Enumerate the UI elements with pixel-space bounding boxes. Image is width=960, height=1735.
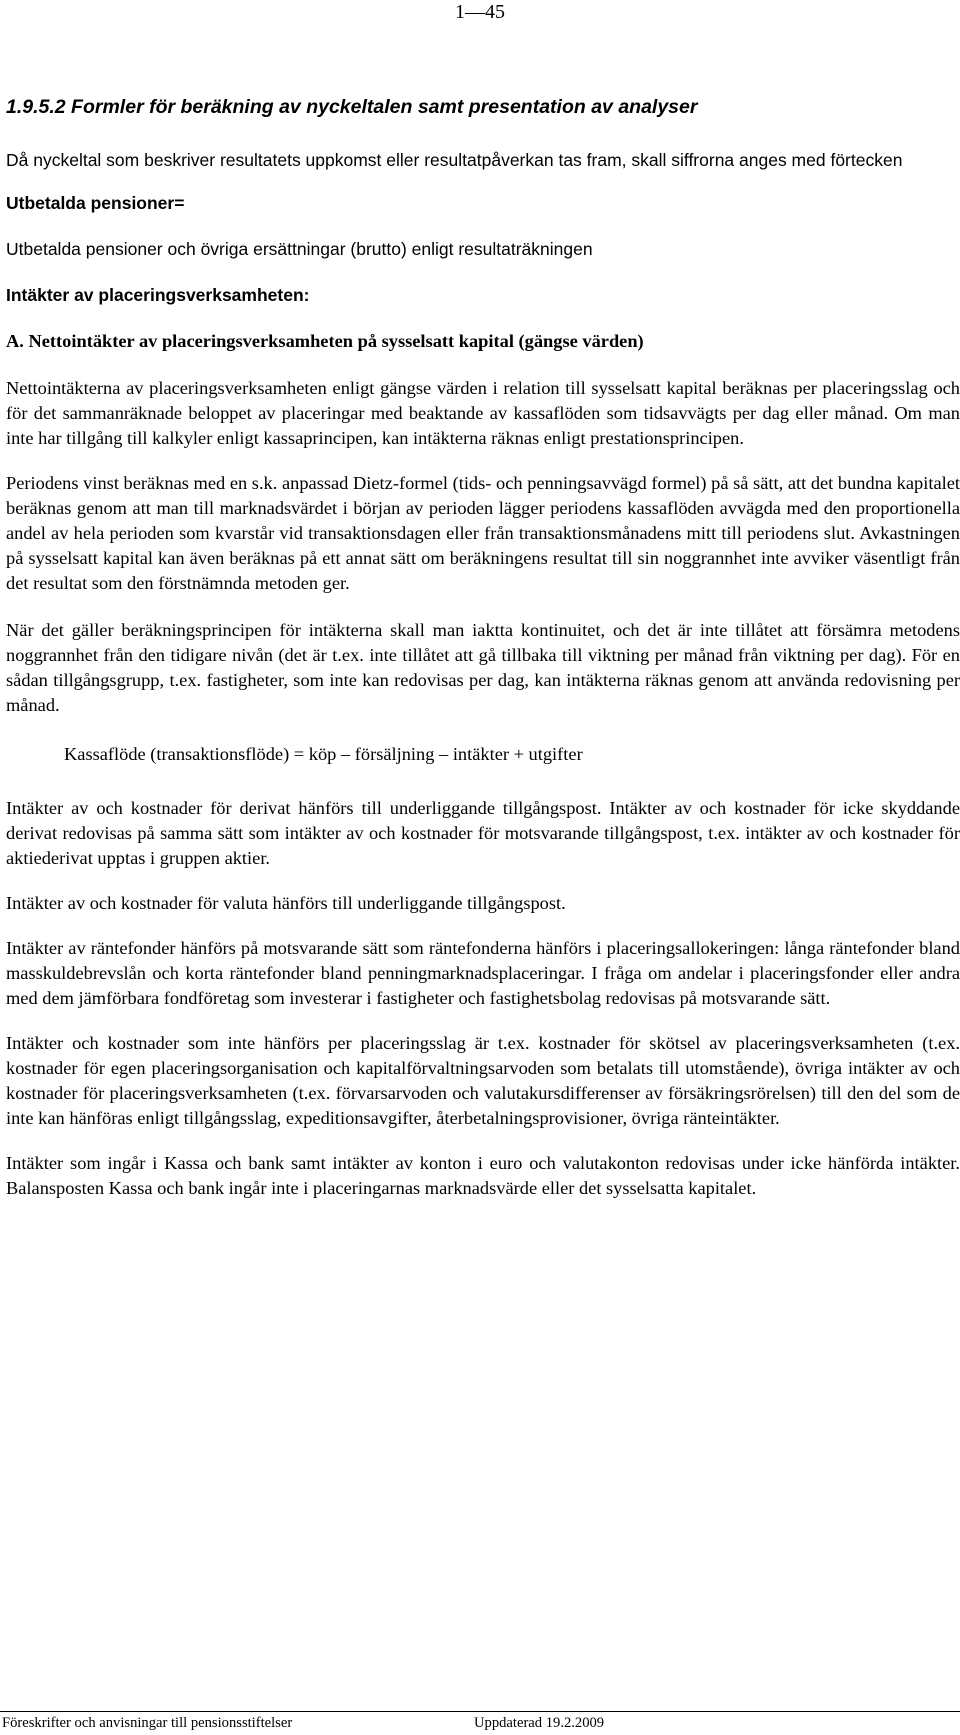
cash-paragraph: Intäkter som ingår i Kassa och bank samt intäkter av konton i euro och valutakonton redovisas under icke hänförda intäkter. Balansposten Kassa och bank ingår inte i placeringarnas marknadsvärde eller det sysselsatta kapitalet. (6, 1153, 960, 1198)
page-footer (0, 1711, 960, 1731)
derivatives-paragraph: Intäkter av och kostnader för derivat hänförs till underliggande tillgångspost. Intäkter av och kostnader för icke skyddande derivat redovisas på samma sätt som intäkter av och kostnader för motsvarande tillgångspost, t.ex. intäkter av och kostnader för aktiederivat upptas i gruppen aktier. (6, 798, 960, 868)
section-a-title: A. Nettointäkter av placeringsverksamheten på sysselsatt kapital (gängse värden) (6, 331, 644, 351)
pensions-title: Utbetalda pensioner= (6, 193, 185, 213)
income-title: Intäkter av placeringsverksamheten: (6, 285, 310, 305)
document-body (6, 93, 960, 1221)
pensions-definition: Utbetalda pensioner och övriga ersättningar (brutto) enligt resultaträkningen (6, 239, 593, 259)
page-number: 1—45 (455, 1, 505, 23)
net-income-paragraph: Nettointäkterna av placeringsverksamheten enligt gängse värden i relation till sysselsatt kapital beräknas per placeringsslag och för det sammanräknade beloppet av placeringar med beaktande av kassaflöden som tidsavvägts per dag eller månad. Om man inte har tillgång till kalkyler enligt kassaprincipen, kan intäkterna räknas enligt prestationsprincipen. (6, 378, 960, 448)
currency-paragraph: Intäkter av och kostnader för valuta hänförs till underliggande tillgångspost. (6, 893, 566, 913)
section-heading: 1.9.5.2 Formler för beräkning av nyckeltalen samt presentation av analyser (6, 96, 698, 118)
period-profit-paragraph: Periodens vinst beräknas med en s.k. anpassad Dietz-formel (tids- och penningsavvägd formel) på så sätt, att det bundna kapitalet beräknas genom att man till marknadsvärdet i början av perioden lägger periodens kassaflöden avvägda med den proportionella andel av hela perioden som kvarstår vid transaktionsdagen eller från transaktionsmånadens mitt till periodens slut. Avkastningen på sysselsatt kapital kan även beräknas på ett annat sätt om beräkningens resultat till sin noggrannhet inte avviker väsentligt från det resultat som den förstnämnda metoden ger. (6, 473, 960, 593)
footer-updated: Uppdaterad 19.2.2009 (474, 1715, 605, 1731)
cashflow-formula: Kassaflöde (transaktionsflöde) = köp – försäljning – intäkter + utgifter (64, 744, 583, 764)
interest-funds-paragraph: Intäkter av räntefonder hänförs på motsvarande sätt som räntefonderna hänförs i placeringsallokeringen: långa räntefonder bland masskuldebrevslån och korta räntefonder bland penningmarknadsplaceringar. I fråga om andelar i placeringsfonder eller andra med dem jämförbara fondföretag som investerar i fastigheter och fastighetsbolag redovisas på motsvarande sätt. (6, 938, 960, 1008)
principle-paragraph: När det gäller beräkningsprincipen för intäkterna skall man iaktta kontinuitet, och det är inte tillåtet att försämra metodens noggrannhet från den tidigare nivån (det är t.ex. inte tillåtet att gå tillbaka till viktning per månad från viktning per dag). För en sådan tillgångsgrupp, t.ex. fastigheter, som inte kan redovisas per dag, kan intäkterna räknas genom att använda redovisning per månad. (6, 620, 960, 715)
footer-title: Föreskrifter och anvisningar till pensionsstiftelser (2, 1715, 293, 1731)
intro-paragraph: Då nyckeltal som beskriver resultatets uppkomst eller resultatpåverkan tas fram, skall siffrorna anges med förtecken (6, 150, 903, 170)
unallocated-paragraph: Intäkter och kostnader som inte hänförs per placeringsslag är t.ex. kostnader för skötsel av placeringsverksamheten (t.ex. kostnader för egen placeringsorganisation och kapitalförvaltningsarvoden som betalats till utomstående), övriga intäkter av och kostnader för placeringsverksamheten (t.ex. förvarsarvoden och valutakursdifferenser av försäkringsrörelsen) till den del som de inte kan hänföras enligt tillgångsslag, expeditionsavgifter, återbetalningsprovisioner, övriga ränteintäkter. (6, 1033, 960, 1128)
